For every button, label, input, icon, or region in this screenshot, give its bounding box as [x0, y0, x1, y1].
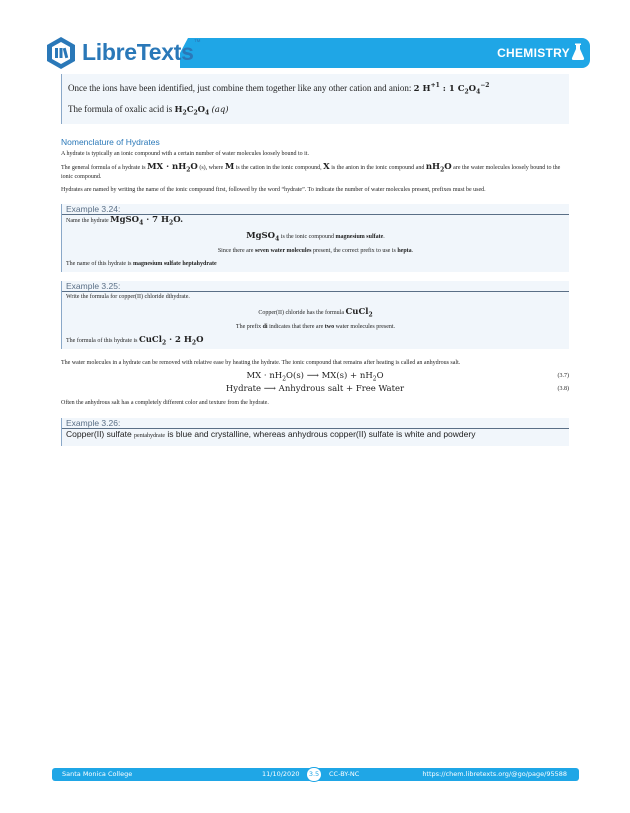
anhydrous-color-paragraph: Often the anhydrous salt has a completely different color and texture from the hydrate. — [61, 400, 269, 406]
page-footer — [52, 768, 579, 781]
hydrate-definition: A hydrate is typically an ionic compound with a certain number of water molecules loosely bound to it. — [61, 151, 309, 157]
footer-url-link[interactable]: https://chem.libretexts.org/@go/page/95588 — [422, 770, 567, 778]
hydrate-general-formula: The general formula of a hydrate is MX · $nH_2O$ (s), where M is the cation in the ionic compound, X is the anion in the ionic compound and $nH_2O$ are the water molecules loosely bound to the ionic compound. — [61, 162, 561, 180]
flask-icon — [571, 43, 585, 61]
equation-number: (3.7) — [557, 373, 569, 379]
example-prompt: Write the formula for copper(II) chloride dihydrate. — [66, 294, 190, 300]
oxalic-acid-line: The formula of oxalic acid is $H_2C_2O_4$ (aq) — [68, 104, 229, 117]
equation-3-7 — [61, 370, 569, 383]
example-answer: The formula of this hydrate is CuCl$_2$ · 2 $H_2O$ — [66, 335, 204, 347]
example-title: Example 3.25: — [66, 281, 121, 291]
equation-expression: Hydrate ⟶ Anhydrous salt + Free Water — [225, 384, 405, 394]
example-step-1: Copper(II) chloride has the formula CuCl$_2$ — [258, 307, 373, 319]
example-title: Example 3.26: — [66, 418, 121, 428]
footer-college: Santa Monica College — [62, 770, 133, 778]
libretexts-logo-icon — [44, 36, 78, 70]
page-content — [61, 74, 569, 446]
example-step-2: The prefix di indicates that there are two water molecules present. — [235, 324, 396, 330]
example-title: Example 3.24: — [66, 204, 121, 214]
example-3-26 — [61, 418, 569, 446]
footer-page-number: 3.5 — [306, 767, 322, 782]
libretexts-logo[interactable] — [44, 36, 201, 72]
equation-number: (3.8) — [557, 386, 569, 392]
footer-license[interactable]: CC-BY-NC — [329, 770, 360, 778]
example-3-24 — [61, 204, 569, 272]
brand-name: LibreTexts™ — [82, 39, 201, 65]
example-body: Copper(II) sulfate pentahydrate is blue and crystalline, whereas anhydrous copper(II) sulfate is white and powdery — [66, 429, 476, 439]
equation-expression: MX · $nH_2O(s)$ ⟶ $MX(s) + nH_2O$ — [246, 371, 384, 383]
section-title-hydrates: Nomenclature of Hydrates — [61, 137, 160, 147]
example-3-25 — [61, 281, 569, 349]
subject-label: CHEMISTRY — [497, 46, 570, 60]
hydrate-naming-rule: Hydrates are named by writing the name of the ionic compound first, followed by the word “hydrate”. To indicate the number of water molecules present, prefixes must be used. — [61, 187, 486, 193]
example-step-2: Since there are seven water molecules present, the correct prefix to use is hepta. — [217, 248, 414, 254]
ions-combination-line: Once the ions have been identified, just combine them together like any other cation and anion: 2 $H^{+1}$ : 1 $C_2O_4^{-2}$ — [68, 82, 490, 96]
summary-box — [61, 74, 569, 124]
footer-date: 11/10/2020 — [262, 770, 300, 778]
equation-3-8 — [61, 383, 569, 396]
example-step-1: MgSO$_4$ is the ionic compound magnesium sulfate. — [246, 231, 385, 243]
example-prompt: Name the hydrate MgSO$_4$ · 7 $H_2O$. — [66, 215, 184, 227]
anhydrous-salt-paragraph: The water molecules in a hydrate can be removed with relative ease by heating the hydrate. The ionic compound that remains after heating is called an anhydrous salt. — [61, 360, 461, 366]
example-answer: The name of this hydrate is magnesium sulfate heptahydrate — [66, 261, 217, 267]
page-header — [0, 0, 630, 80]
